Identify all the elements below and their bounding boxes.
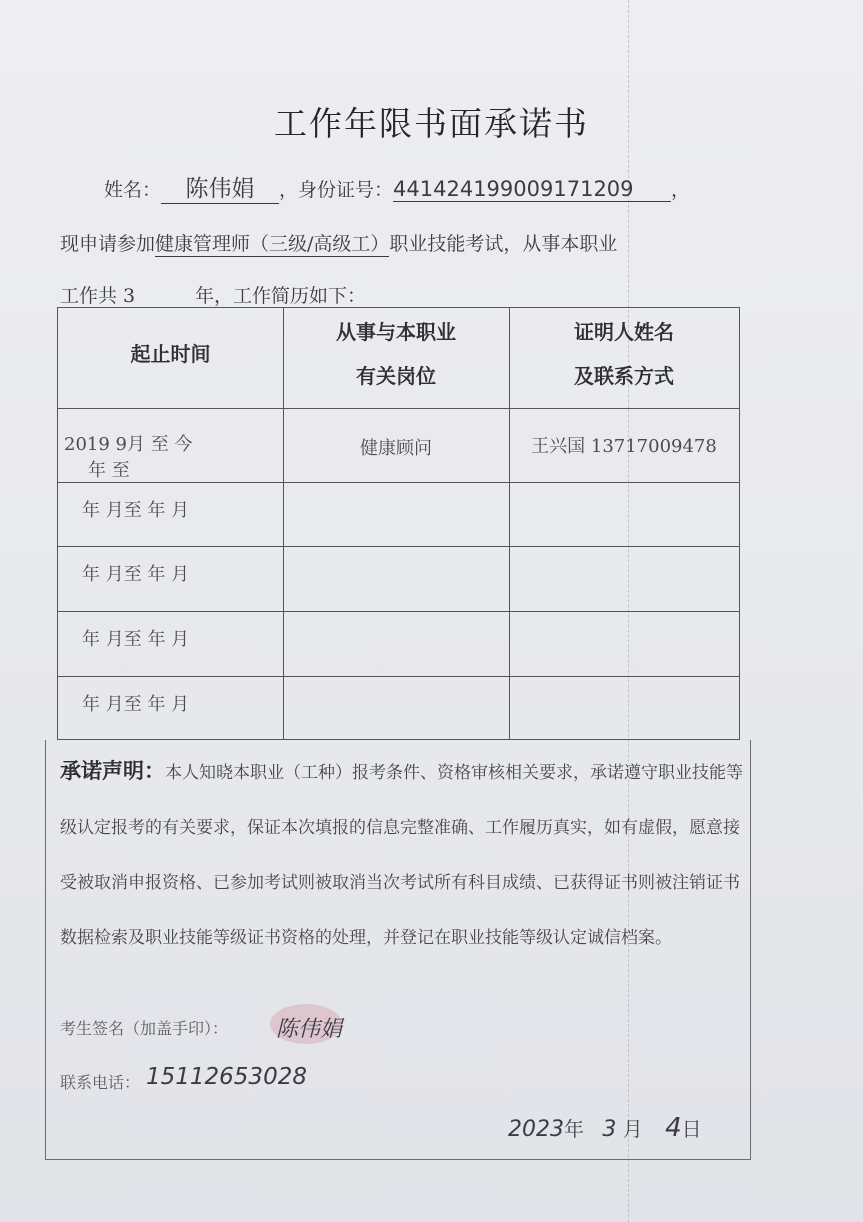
table-divider xyxy=(58,408,739,409)
years-line xyxy=(60,281,366,308)
id-tail: ， xyxy=(671,179,691,201)
row1-post: 健康顾问 xyxy=(360,438,432,459)
apply-prefix: 现申请参加 xyxy=(60,233,156,255)
years-value: 3 xyxy=(117,285,195,308)
contact-label: 联系电话： xyxy=(60,1073,141,1092)
row3-period: 年 月至 年 月 xyxy=(82,564,190,585)
header-witness-line2: 及联系方式 xyxy=(574,364,674,388)
header-witness-line1: 证明人姓名 xyxy=(574,320,674,344)
statement-heading: 承诺声明： xyxy=(60,759,165,783)
date-month: 3 xyxy=(602,1117,617,1142)
statement-text xyxy=(60,744,750,966)
table-divider xyxy=(58,482,739,483)
header-post-line2: 有关岗位 xyxy=(356,364,436,388)
apply-line xyxy=(60,229,617,257)
date-year: 2023 xyxy=(508,1117,564,1142)
header-post-line1: 从事与本职业 xyxy=(336,320,456,344)
row1-period-line2: 年 至 xyxy=(88,460,130,481)
date-day: 4 xyxy=(665,1113,682,1143)
document-title: 工作年限书面承诺书 xyxy=(274,104,589,143)
date-day-unit: 日 xyxy=(681,1117,702,1141)
name-id-line xyxy=(104,170,690,204)
exam-name: 健康管理师（三级/高级工） xyxy=(155,229,389,257)
apply-suffix: 职业技能考试，从事本职业 xyxy=(389,233,618,255)
date-line xyxy=(508,1113,702,1143)
row5-period: 年 月至 年 月 xyxy=(82,694,190,715)
statement-body: 本人知晓本职业（工种）报考条件、资格审核相关要求，承诺遵守职业技能等级认定报考的有关要求，保证本次填报的信息完整准确、工作履历真实，如有虚假，愿意接受被取消申报资格、已参加考试则被取消当次考试所有科目成绩、已获得证书则被注销证书数据检索及职业技能等级证书资格的处理，并登记在职业技能等级认定诚信档案。 xyxy=(60,763,743,948)
name-value: 陈伟娟 xyxy=(161,170,279,204)
row1-period-line1: 2019 9月 至 今 xyxy=(64,434,193,455)
id-label: ，身份证号： xyxy=(279,179,394,201)
work-suffix: 年，工作简历如下： xyxy=(195,285,367,307)
table-divider xyxy=(58,546,739,547)
row1-witness: 王兴国 13717009478 xyxy=(531,436,717,457)
date-year-unit: 年 xyxy=(564,1117,584,1141)
header-period: 起止时间 xyxy=(130,342,211,366)
signature-label: 考生签名（加盖手印）： xyxy=(60,1019,229,1038)
date-month-unit: 月 xyxy=(622,1117,643,1141)
row2-period: 年 月至 年 月 xyxy=(82,500,190,521)
row4-period: 年 月至 年 月 xyxy=(82,629,190,650)
signature-line xyxy=(60,1016,228,1039)
signature-value: 陈伟娟 xyxy=(276,1017,343,1042)
id-value: 441424199009171209 xyxy=(393,177,671,202)
work-prefix: 工作共 xyxy=(60,285,118,307)
contact-value: 15112653028 xyxy=(146,1064,307,1090)
table-divider xyxy=(58,611,739,612)
name-label: 姓名： xyxy=(104,179,162,201)
table-divider xyxy=(58,676,739,677)
work-history-table xyxy=(57,307,740,740)
